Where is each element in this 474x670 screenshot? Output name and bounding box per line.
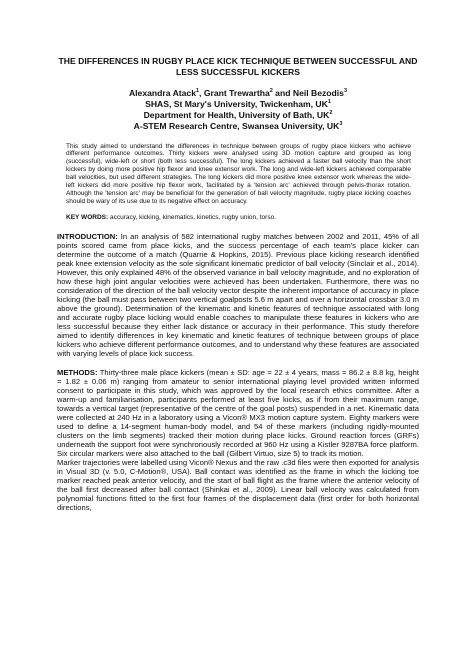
affiliation-mark: 1 xyxy=(327,99,331,106)
introduction-text: In an analysis of 582 international rugby matches between 2002 and 2011, 45% of all points scored came from place kicks, and the success percentage of each team's place kicker can determine the outcome of a match (Quarrie & Hopkins, 2015). Previous place kicking research identified peak knee extension velocity as the sole significant kinematic predictor of ball velocity (Sinclair et al., 2014). However, this only explained 48% of the observed variance in ball velocity magnitude, and no exploration of how these high joint angular velocities were achieved has been undertaken. Furthermore, there was no consideration of the direction of the ball velocity vector despite the inherent importance of accuracy in place kicking (the ball must pass between two vertical goalposts 5.6 m apart and over a horizontal crossbar 3.0 m above the ground). Determination of the kinematic and kinetic features of technique associated with long and accurate rugby place kicking would enable coaches to manipulate these features in kickers who are less successful because they either lack distance or accuracy in their performance. This study therefore aimed to identify differences in key kinematic and kinetic features of technique between groups of place kickers who achieve different performance outcomes, and to understand why these features are associated with varying levels of place kick success. xyxy=(57,231,419,358)
author-name: Neil Bezodis xyxy=(292,88,344,99)
affiliation-text: SHAS, St Mary's University, Twickenham, UK xyxy=(145,99,328,110)
methods-section xyxy=(57,368,419,458)
paper-title: THE DIFFERENCES IN RUGBY PLACE KICK TECHNIQUE BETWEEN SUCCESSFUL AND LESS SUCCESSFUL KICKERS xyxy=(58,56,418,77)
methods-paragraph-2: Marker trajectories were labelled using Vicon® Nexus and the raw .c3d files were then exported for analysis in Visual 3D (v. 5.0, C-Motion®, USA). Ball contact was identified as the frame in which the kicking toe marker reached peak anterior velocity, and the start of ball flight as the frame where the anterior velocity of the ball first decreased after ball contact (Shinkai et al., 2009). Linear ball velocity was calculated from polynomial functions fitted to the first four frames of the displacement data (first order for both horizontal directions, xyxy=(57,457,419,512)
affiliation xyxy=(57,110,419,121)
keywords-text: accuracy, kicking, kinematics, kinetics, rugby union, torso. xyxy=(109,213,277,221)
author-list xyxy=(57,88,419,99)
author-affiliation-mark: 1 xyxy=(195,88,200,95)
affiliation-mark: 3 xyxy=(339,120,343,127)
author-separator: , xyxy=(199,88,204,99)
author-affiliation-mark: 2 xyxy=(269,88,273,95)
author-name: Alexandra Atack xyxy=(128,88,196,99)
affiliation xyxy=(57,99,419,110)
author-separator: and xyxy=(272,88,293,99)
abstract: This study aimed to understand the differences in technique between groups of rugby place kickers who achieve different performance outcomes. Thirty kickers were analysed using 3D motion capture and grouped as long (successful), wide-left or short (both less successful). The long kickers achieved a faster ball velocity than the short kickers by doing more positive hip flexor and knee extensor work. The long and wide-left kickers achieved comparable ball velocities, but used different strategies. The long kickers did more positive knee extensor work whereas the wide-left kickers did more positive hip flexor work, facilitated by a 'tension arc' achieved through pelvis-thorax rotation. Although the 'tension arc' may be beneficial for the generation of ball velocity magnitude, rugby place kicking coaches should be wary of its use due to its negative effect on accuracy. xyxy=(66,142,411,205)
affiliation-mark: 2 xyxy=(329,110,333,117)
affiliation xyxy=(57,121,419,132)
affiliation-text: Department for Health, University of Bath, UK xyxy=(143,109,330,120)
introduction-heading: INTRODUCTION: xyxy=(57,231,118,241)
keywords xyxy=(66,214,411,222)
author-name: Grant Trewartha xyxy=(203,88,270,99)
introduction-section xyxy=(57,232,419,358)
keywords-label: KEY WORDS: xyxy=(66,213,109,221)
methods-heading: METHODS: xyxy=(57,367,98,377)
methods-text: Thirty-three male place kickers (mean ± SD: age = 22 ± 4 years, mass = 86.2 ± 8.8 kg, height = 1.82 ± 0.06 m) ranging from amateur to senior international playing level provided written informed consent to participate in this study, which was approved by the local research ethics committee. After a warm-up and familiarisation, participants performed at least five kicks, as if from their maximum range, towards a vertical target (representative of the centre of the goal posts) suspended in a net. Kinematic data were collected at 240 Hz in a laboratory using a Vicon® MX3 motion capture system. Eighty markers were used to define a 14-segment human-body model, and 54 of these markers (including rigidly-mounted clusters on the limb segments) tracked their motion during place kicks. Ground reaction forces (GRFs) underneath the support foot were synchronously recorded at 960 Hz using a Kistler 9287BA force platform. Six circular markers were also attached to the ball (Gilbert Virtuo, size 5) to track its motion. xyxy=(57,367,419,458)
author-affiliation-mark: 3 xyxy=(343,88,348,95)
affiliation-text: A-STEM Research Centre, Swansea University, UK xyxy=(133,120,340,131)
